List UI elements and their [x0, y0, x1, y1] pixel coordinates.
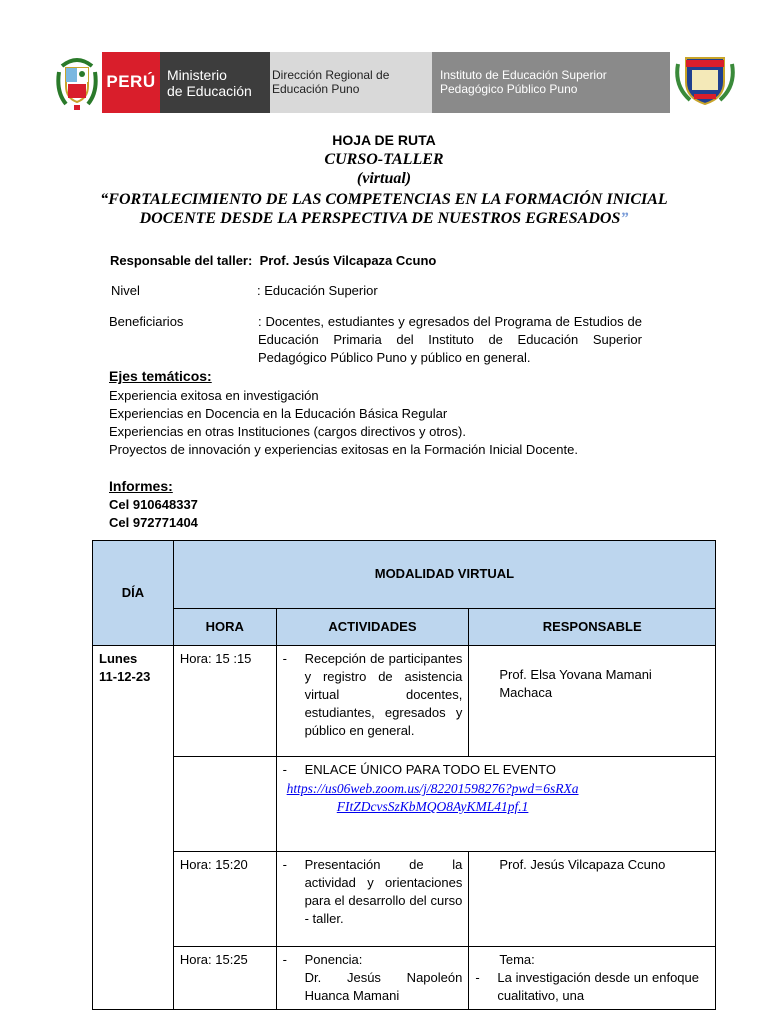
- actividad-cell: [276, 646, 469, 757]
- course-name-close-quote: ”: [620, 210, 629, 227]
- day-cell: [93, 646, 174, 1010]
- day-name: Lunes: [99, 651, 138, 666]
- bullet-dash: -: [282, 651, 287, 666]
- bullet-dash: -: [282, 857, 287, 872]
- schedule-table: [92, 540, 716, 1010]
- table-row: [93, 646, 716, 757]
- table-row: [93, 757, 716, 852]
- enlace-cell: [276, 757, 715, 852]
- col-actividades-header: ACTIVIDADES: [276, 608, 469, 645]
- nivel-label: Nivel: [111, 283, 140, 298]
- hora-cell: Hora: 15 :15: [173, 646, 276, 757]
- responsable-cell: Prof. Elsa Yovana Mamani Machaca: [469, 646, 716, 757]
- institute-shield-logo: [672, 52, 738, 108]
- peru-label: PERÚ: [106, 72, 156, 91]
- bullet-dash: -: [475, 970, 480, 985]
- course-name-text: “FORTALECIMIENTO DE LAS COMPETENCIAS EN LA FORMACIÓN INICIAL DOCENTE DESDE LA PERSPECTIVA DE NUESTROS EGRESADOS: [100, 191, 668, 227]
- beneficiarios-label: Beneficiarios: [109, 314, 184, 329]
- col-responsable-header: RESPONSABLE: [469, 608, 716, 645]
- list-item: Experiencia exitosa en investigación: [109, 388, 319, 403]
- table-header-row: [93, 541, 716, 609]
- hora-cell: [173, 757, 276, 852]
- responsable-label: Responsable del taller:: [110, 253, 253, 268]
- bullet-dash: -: [282, 952, 287, 967]
- course-modality: (virtual): [356, 170, 412, 187]
- responsable-value: Prof. Jesús Vilcapaza Ccuno: [259, 253, 437, 268]
- enlace-label: ENLACE ÚNICO PARA TODO EL EVENTO: [304, 762, 556, 777]
- document-title: HOJA DE RUTA: [332, 132, 436, 148]
- ejes-list: [109, 387, 578, 459]
- hora-cell: Hora: 15:25: [173, 947, 276, 1010]
- beneficiarios-value: : Docentes, estudiantes y egresados del Programa de Estudios de Educación Primaria del Instituto de Educación Superior Pedagógico Público Puno y público en general.: [258, 314, 642, 365]
- list-item: Proyectos de innovación y experiencias exitosas en la Formación Inicial Docente.: [109, 442, 578, 457]
- actividad-cell: [276, 852, 469, 947]
- day-date: 11-12-23: [99, 669, 151, 684]
- responsable-field: [110, 252, 436, 270]
- table-row: [93, 947, 716, 1010]
- direccion-line1: Dirección Regional de: [272, 68, 390, 82]
- ponente-name: Dr. Jesús Napoleón Huanca Mamani: [304, 970, 463, 1003]
- course-name: [96, 190, 672, 228]
- tema-label: Tema:: [499, 952, 535, 967]
- col-hora-header: HORA: [173, 608, 276, 645]
- direccion-line2: Educación Puno: [272, 82, 360, 96]
- instituto-block: [432, 52, 670, 113]
- zoom-link-text: https://us06web.zoom.us/j/82201598276?pwd=6sRXaFItZDcvsSzKbMQO8AyKML41pf.1: [286, 781, 579, 814]
- peru-coat-of-arms-logo: [54, 52, 100, 112]
- ponencia-label: Ponencia:: [304, 952, 363, 967]
- actividad-cell: [276, 947, 469, 1010]
- zoom-meeting-link[interactable]: [287, 781, 579, 814]
- instituto-line1: Instituto de Educación Superior: [440, 68, 607, 82]
- actividad-text: Presentación de la actividad y orientaciones para el desarrollo del curso - taller.: [304, 857, 463, 926]
- phone-number-1: Cel 910648337: [109, 497, 198, 512]
- phone-number-2: Cel 972771404: [109, 515, 198, 530]
- ministerio-block: [160, 52, 270, 113]
- list-item: Experiencias en Docencia en la Educación Básica Regular: [109, 406, 448, 421]
- responsable-cell: [469, 947, 716, 1010]
- col-modalidad-header: MODALIDAD VIRTUAL: [173, 541, 715, 609]
- peru-brand-block: [102, 52, 160, 113]
- tema-text: La investigación desde un enfoque cualitativo, una: [497, 970, 699, 1003]
- hora-cell: Hora: 15:20: [173, 852, 276, 947]
- bullet-dash: -: [282, 762, 287, 777]
- ministerio-line2: de Educación: [167, 83, 252, 99]
- col-dia-header: DÍA: [93, 541, 174, 646]
- table-row: [93, 852, 716, 947]
- table-subheader-row: [93, 608, 716, 645]
- informes-heading: Informes:: [109, 478, 173, 494]
- list-item: Experiencias en otras Instituciones (cargos directivos y otros).: [109, 424, 466, 439]
- nivel-value: : Educación Superior: [257, 283, 378, 298]
- ministerio-line1: Ministerio: [167, 67, 227, 83]
- instituto-line2: Pedagógico Público Puno: [440, 82, 578, 96]
- direccion-regional-block: [270, 52, 432, 113]
- course-type: CURSO-TALLER: [324, 151, 444, 168]
- actividad-text: Recepción de participantes y registro de asistencia virtual docentes, estudiantes, egresados y público en general.: [304, 651, 463, 738]
- responsable-cell: Prof. Jesús Vilcapaza Ccuno: [469, 852, 716, 947]
- ejes-heading: Ejes temáticos:: [109, 368, 212, 384]
